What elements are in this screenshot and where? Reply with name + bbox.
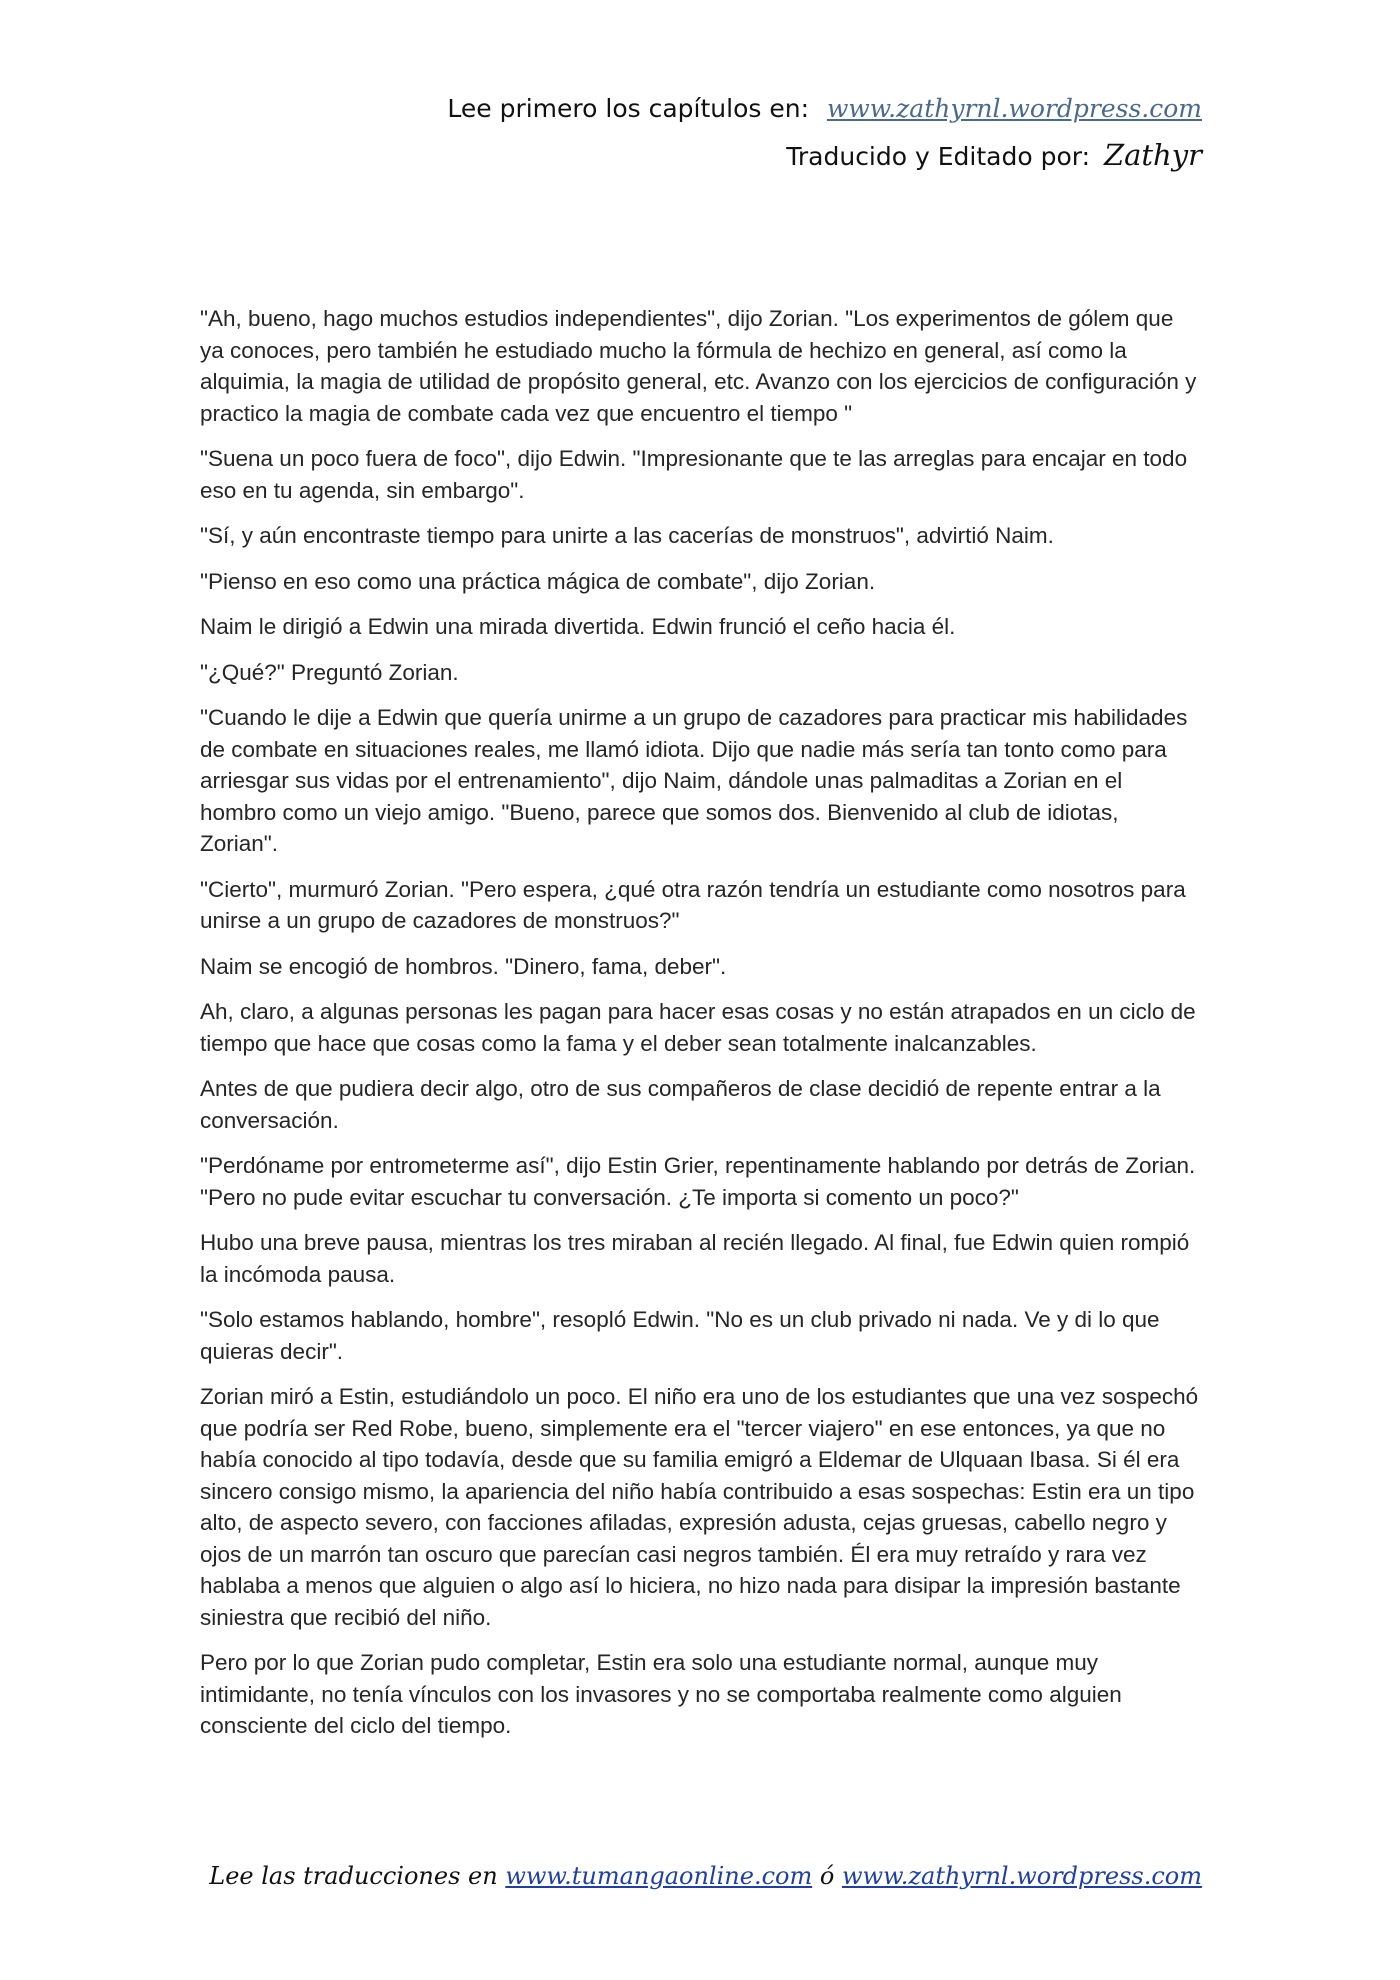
paragraph: "Suena un poco fuera de foco", dijo Edwin. "Impresionante que te las arreglas para encajar en todo eso en tu agenda, sin embargo". xyxy=(200,446,1188,503)
paragraph: Naim le dirigió a Edwin una mirada divertida. Edwin frunció el ceño hacia él. xyxy=(200,614,956,639)
paragraph: "Cierto", murmuró Zorian. "Pero espera, ¿qué otra razón tendría un estudiante como nosotros para unirse a un grupo de cazadores de monstruos?" xyxy=(200,876,1186,933)
read-first-label: Lee primero los capítulos en: xyxy=(447,94,809,123)
paragraph: Antes de que pudiera decir algo, otro de sus compañeros de clase decidió de repente entrar a la conversación. xyxy=(200,1076,1161,1133)
paragraph: "Cuando le dije a Edwin que quería unirme a un grupo de cazadores para practicar mis habilidades de combate en situaciones reales, me llamó idiota. Dijo que nadie más sería tan tonto como para arriesgar sus vidas por el entrenamiento", dijo Naim, dándole unas palmaditas a Zorian en el hombro como un viejo amigo. "Bueno, parece que somos dos. Bienvenido al club de idiotas, Zorian". xyxy=(200,705,1188,856)
paragraph: Naim se encogió de hombros. "Dinero, fama, deber". xyxy=(200,953,727,979)
paragraph: "Perdóname por entrometerme así", dijo Estin Grier, repentinamente hablando por detrás de Zorian. "Pero no pude evitar escuchar tu conversación. ¿Te importa si comento un poco?" xyxy=(200,1153,1196,1210)
credit-label: Traducido y Editado por: xyxy=(786,142,1091,171)
read-first-line xyxy=(447,86,1202,132)
zathyrnl-link[interactable]: www.zathyrnl.wordpress.com xyxy=(841,1862,1202,1890)
paragraph: Pero por lo que Zorian pudo completar, Estin era solo una estudiante normal, aunque muy intimidante, no tenía vínculos con los invasores y no se comportaba realmente como alguien consciente del ciclo del tiempo. xyxy=(200,1650,1122,1738)
read-first-link[interactable]: www.zathyrnl.wordpress.com xyxy=(826,94,1202,123)
page-header xyxy=(447,86,1202,180)
paragraph: Zorian miró a Estin, estudiándolo un poco. El niño era uno de los estudiantes que una vez sospechó que podría ser Red Robe, bueno, simplemente era el "tercer viajero" en ese entonces, ya que no había conocido al tipo todavía, desde que su familia emigró a Eldemar de Ulquaan Ibasa. Si él era sincero consigo mismo, la apariencia del niño había contribuido a esas sospechas: Estin era un tipo alto, de aspecto severo, con facciones afiladas, expresión adusta, cejas gruesas, cabello negro y ojos de un marrón tan oscuro que parecían casi negros también. Él era muy retraído y rara vez hablaba a menos que alguien o algo así lo hiciera, no hizo nada para disipar la impresión bastante siniestra que recibió del niño. xyxy=(200,1384,1199,1630)
paragraph: "¿Qué?" Preguntó Zorian. xyxy=(200,659,459,685)
credit-author: Zathyr xyxy=(1103,138,1202,172)
credit-line xyxy=(447,132,1202,180)
footer-label: Lee las traducciones en xyxy=(209,1862,498,1890)
paragraph: "Ah, bueno, hago muchos estudios independientes", dijo Zorian. "Los experimentos de gólem que ya conoces, pero también he estudiado mucho la fórmula de hechizo en general, así como la alquimia, la magia de utilidad de propósito general, etc. Avanzo con los ejercicios de configuración y practico la magia de combate cada vez que encuentro el tiempo " xyxy=(200,306,1197,426)
paragraph: "Pienso en eso como una práctica mágica de combate", dijo Zorian. xyxy=(200,568,876,594)
paragraph: "Solo estamos hablando, hombre", resopló Edwin. "No es un club privado ni nada. Ve y di lo que quieras decir". xyxy=(200,1307,1160,1364)
page-footer xyxy=(209,1862,1202,1890)
footer-separator: ó xyxy=(819,1862,835,1890)
paragraph: Ah, claro, a algunas personas les pagan para hacer esas cosas y no están atrapados en un ciclo de tiempo que hace que cosas como la fama y el deber sean totalmente inalcanzables. xyxy=(200,999,1196,1056)
paragraph: "Sí, y aún encontraste tiempo para unirte a las cacerías de monstruos", advirtió Naim. xyxy=(200,523,1054,548)
paragraph: Hubo una breve pausa, mientras los tres miraban al recién llegado. Al final, fue Edwin quien rompió la incómoda pausa. xyxy=(200,1230,1190,1287)
tumangaonline-link[interactable]: www.tumangaonline.com xyxy=(505,1862,813,1890)
body-text xyxy=(200,303,1200,1756)
